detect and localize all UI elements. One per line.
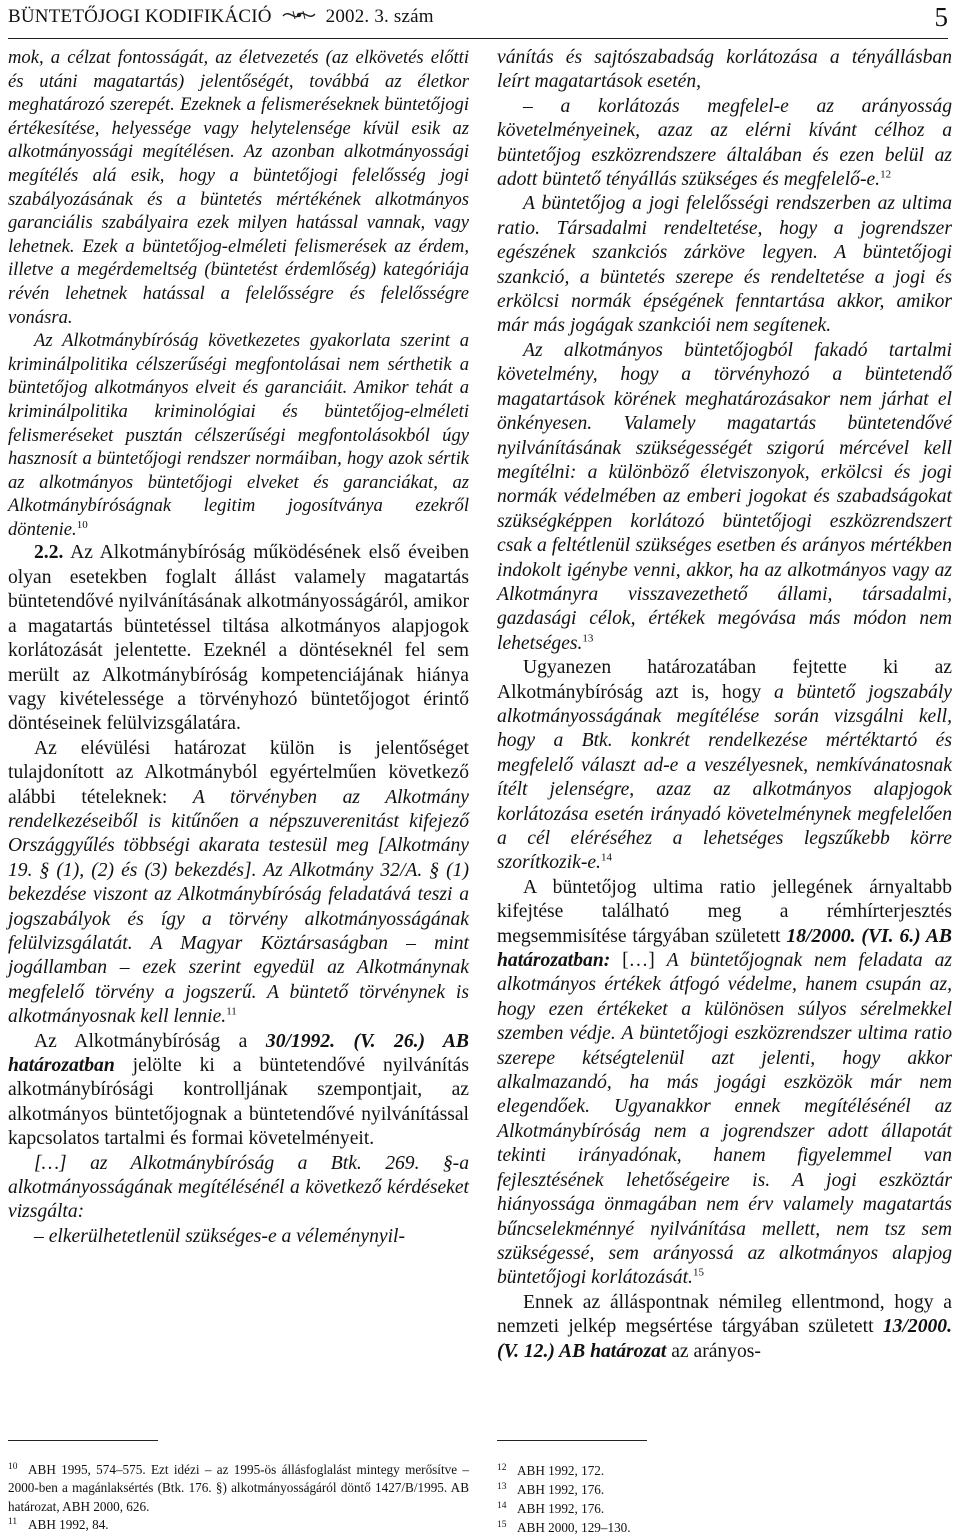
- footnote: 12 ABH 1992, 172.: [497, 1462, 605, 1478]
- footnote: 14 ABH 1992, 176.: [497, 1500, 605, 1516]
- paragraph: vánítás és sajtószabadság korlátozása a tényállásban leírt magatartások esetén,: [497, 47, 952, 93]
- footnote-ref: 15: [692, 1266, 704, 1279]
- footnotes-left: [8, 1440, 469, 1534]
- header-left: [8, 6, 434, 29]
- footnote-ref: 14: [600, 851, 612, 864]
- section-number: 2.2.: [34, 542, 64, 564]
- paragraph: A büntetőjog ultima ratio jellegének árnyaltabb kifejtése található meg a rémhírterjesztés megsemmisítése tárgyában született 18/2000. (VI. 6.) AB határozatban: […] A büntetőjognak nem feladata az alkotmányos értékek átfogó védelme, hanem csupán az, hogy ezen értékeket a különösen súlyos sérelmekkel szemben védje. A büntetőjogi eszközrendszer ultima ratio szerepe kétségtelenül azt jelenti, hogy akkor alkalmazandó, ha más jogági eszközök már nem elegendőek. Ugyanakkor ennek megítélésénél az Alkotmánybíróság nem a jogrendszer adott állapotát tekinti irányadónak, hanem figyelemmel van fejlesztésének lehetőségeire is. A jogi eszköztár hiányossága önmagában nem érv valamely magatartás bűncselekménnyé nyilvánítása mellett, nem tsz sem szükségessé, sem arányossá az alkotmányos alapjog büntetőjogi korlátozását.$^{15}$: [497, 876, 952, 1289]
- footnote-divider: [8, 1440, 158, 1441]
- footnote-ref: 13: [582, 632, 594, 645]
- paragraph: Az Alkotmánybíróság a 30/1992. (V. 26.) AB határozatban jelölte ki a büntetendővé nyilvánítás alkotmánybírósági kontrolljának szempontjait, az alkotmányos büntetőjognak a büntetendővé nyilvánítással kapcsolatos tartalmi és formai követelményeit.: [8, 1030, 469, 1150]
- ornament-icon: [281, 7, 317, 29]
- footnote-divider: [497, 1440, 647, 1441]
- footnote-ref: 12: [880, 168, 892, 181]
- paragraph: A büntetőjog a jogi felelősségi rendszerben az ultima ratio. Társadalmi rendeltetése, hogy a jogrendszer egészének szankciós zárköve legyen. A büntetőjogi szankció, a büntetés szerepe és rendeltetése a jogi és erkölcsi normák épségének fenntartása akkor, amikor már más jogágak szankciói nem segítenek.: [497, 193, 952, 337]
- journal-title: BÜNTETŐJOGI KODIFIKÁCIÓ: [8, 6, 272, 27]
- paragraph: Az alkotmányos büntetőjogból fakadó tartalmi követelmény, hogy a törvényhozó a büntetendő magatartások körének meghatározásakor nem járhat el önkényesen. Valamely magatartás büntetendővé nyilvánításának szükségességét szigorú mércével kell megítélni: a különböző életviszonyok, erkölcsi és jogi normák védelmében az emberi jogokat és szabadságokat szükségképpen korlátozó büntetőjogi eszközrendszert csak a feltétlenül szükséges esetben és arányos mértékben indokolt igénybe venni, akkor, ha az alkotmányos vagy az Alkotmányra visszavezethető állami, társadalmi, gazdasági célok, értékek megóvása más módon nem lehetséges.$^{13}$: [497, 339, 952, 654]
- paragraph: 2.2. Az Alkotmánybíróság működésének első éveiben olyan esetekben foglalt állást valamely magatartás büntetendővé nyilvánításának alkotmányosságáról, amikor a magatartás büntetéssel tiltása alkotmányos alapjogok korlátozását jelentette. Ezeknél a döntéseknél fel sem merült az Alkotmánybíróság kompetenciájának hiánya vagy kivételessége a törvényhozó büntetőjogot érintő döntéseinek felülvizsgálatára.: [8, 542, 469, 735]
- paragraph: – elkerülhetetlenül szükséges-e a véleménynyil-: [34, 1225, 406, 1247]
- paragraph: Az elévülési határozat külön is jelentőséget tulajdonított az Alkotmányból egyértelműen következő alábbi tételeknek: A törvényben az Alkotmány rendelkezéseiből is kitűnően a népszuverenitást kifejező Országgyűlés többségi akarata testesül meg [Alkotmány 19. § (1), (2) és (3) bekezdés]. Az Alkotmány 32/A. § (1) bekezdése viszont az Alkotmánybíróság feladatává teszi a jogszabályok és így a törvény alkotmányosságának felülvizsgálatát. A Magyar Köztársaságban – mint jogállamban – ezek szerint egyedül az Alkotmánynak megfelelő törvény a jogszerű. A büntető törvénynek is alkotmányosnak kell lennie.$^{11}$: [8, 737, 469, 1028]
- paragraph: Ugyanezen határozatában fejtette ki az Alkotmánybíróság azt is, hogy a büntető jogszabály alkotmányosságának megítélése során vizsgálni kell, hogy a Btk. konkrét rendelkezése mértéktartó és megfelelő választ ad-e a veszélyesnek, nemkívánatosnak ítélt jelenségre, azaz az alkotmányos alapjogok korlátozása esetén irányadó követelménynek megfelelően a cél eléréséhez a lehetséges legszűkebb körre szorítkozik-e.$^{14}$: [497, 657, 952, 874]
- footnotes-right: [497, 1440, 737, 1537]
- paragraph: mok, a célzat fontosságát, az életvezetés (az elkövetés előtti és utáni magatartás) jelentőségét, továbbá az életkor meghatározó szerepét. Ezeknek a felismeréseknek büntetőjogi értékesítése, helyessége vagy helytelensége kívül esik az alkotmányossági megítélésen. Az azonban alkotmányossági megítélés alá esik, hogy a büntetőjogi felelősség jogi szabályozásának és a büntetés mértékének alkotmányos garanciális szabályaira ezek milyen hatással vannak, vagy lehetnek. Ezek a büntetőjog-elméleti felismerések az érdem, illetve a megérdemeltség (büntetést érdemlőség) kategóriája révén lehetnek hatással a felelősségre és felelősségre vonásra.: [8, 47, 469, 328]
- footnote: 11 ABH 1992, 84.: [8, 1516, 109, 1532]
- right-column: [497, 46, 952, 1364]
- page-number: 5: [934, 2, 948, 32]
- footnote: 15 ABH 2000, 129–130.: [497, 1519, 631, 1535]
- footnote-ref: 11: [226, 1005, 237, 1018]
- paragraph: Az Alkotmánybíróság következetes gyakorlata szerint a kriminálpolitika célszerűségi megfontolásai nem sérthetik a büntetőjog alkotmányos elveit és garanciáit. Amikor tehát a kriminálpolitika kriminológiai és büntetőjog-elméleti felismeréseket pusztán célszerűségi megfontolásokból úgy hasznosít a büntetőjogi rendszer normáiban, hogy azok sértik az alkotmányos büntetőjogi elveket és garanciákat, az Alkotmánybíróságnak legitim jogosítványa ezekről döntenie.$^{10}$: [8, 330, 469, 540]
- paragraph: Ennek az álláspontnak némileg ellentmond, hogy a nemzeti jelkép megsértése tárgyában született 13/2000. (V. 12.) AB határozat az arányos-: [497, 1291, 952, 1362]
- footnote-ref: 10: [76, 518, 88, 531]
- footnote: 10 ABH 1995, 574–575. Ezt idézi – az 1995-ös állásfoglalást mintegy merősítve – 2000-ben a magánlaksértés (Btk. 176. §) alkotmányosságáról döntő 1427/B/1995. AB határozat, ABH 2000, 626.: [8, 1461, 469, 1514]
- paragraph: – a korlátozás megfelel-e az arányosság követelményeinek, azaz az elérni kívánt célhoz a büntetőjog eszközrendszere általában és ezen belül az adott büntető tényállás szükséges és megfelelő-e.$^{12}$: [497, 95, 952, 191]
- issue-label: 2002. 3. szám: [325, 6, 434, 27]
- paragraph: […] az Alkotmánybíróság a Btk. 269. §-a alkotmányosságának megítélésénél a következő kérdéseket vizsgálta:: [8, 1152, 469, 1223]
- left-column: [8, 46, 469, 1249]
- running-header: [8, 4, 948, 39]
- footnote: 13 ABH 1992, 176.: [497, 1481, 605, 1497]
